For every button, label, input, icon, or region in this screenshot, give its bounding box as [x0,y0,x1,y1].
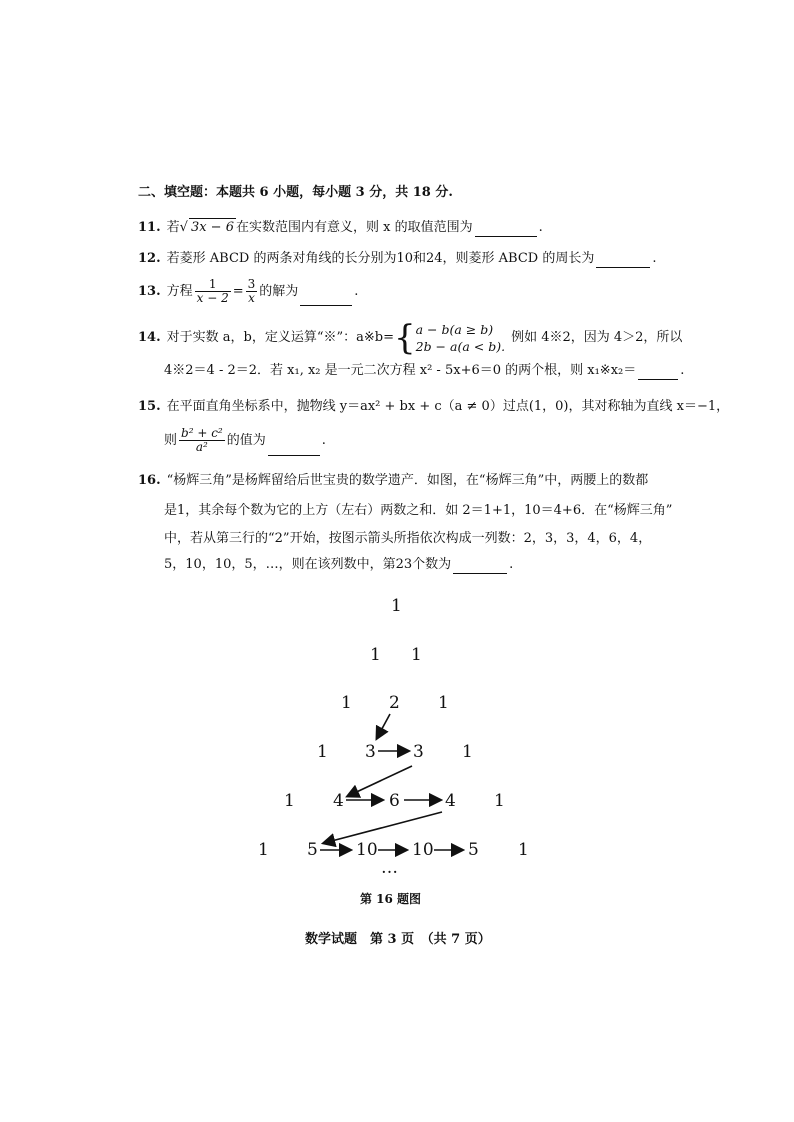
q13-fraction-2: $\frac{3}{x}$ [247,277,256,305]
q12-text: 若菱形 ABCD 的两条对角线的长分别为10和24，则菱形 ABCD 的周长为 [166,251,595,266]
q11-prefix: 若 [166,220,180,235]
triangle-number: 5 [468,840,479,860]
q13-end: . [354,284,359,299]
question-number: 11. [138,220,161,235]
triangle-number: 1 [411,645,422,665]
triangle-number: 1 [494,791,505,811]
triangle-number: 1 [391,596,402,616]
arrow-icon [377,714,390,738]
arrow-icon [348,766,412,796]
q11-end: . [538,220,543,235]
triangle-number: 1 [370,645,381,665]
triangle-number: 5 [307,840,318,860]
q15-end: . [321,433,326,448]
triangle-number: 3 [413,742,424,762]
q14-cases: a − b(a ≥ b) 2b − a(a < b). [415,321,506,354]
q11-text: 在实数范围内有意义，则 x 的取值范围为 [235,220,473,235]
q15-text: 在平面直角坐标系中，抛物线 y＝ax² + bx + c（a ≠ 0）过点(1，0)，其对称轴为直线 x＝−1， [166,399,730,414]
section-heading: 二、填空题：本题共 6 小题，每小题 3 分，共 18 分. [138,185,453,200]
triangle-number: 3 [365,742,376,762]
triangle-number: 1 [258,840,269,860]
triangle-number: 1 [341,693,352,713]
q15-text2: 的值为 [226,433,266,448]
q11-radicand: 3x − 6 [190,220,234,235]
triangle-number: 1 [518,840,529,860]
triangle-number: 1 [462,742,473,762]
q13-fraction-1: $\frac{1}{x - 2}$ [196,277,229,305]
triangle-number: 2 [389,693,400,713]
triangle-number: 6 [389,791,400,811]
q12-end: . [652,251,657,266]
q16-end: . [509,557,514,572]
q15-fraction: $\frac{\text{b² + c²}}{\text{a²}}$ [181,426,223,454]
page-footer: 数学试题 第 3 页 （共 7 页） [305,932,491,947]
sqrt-icon: √ [179,220,188,235]
triangle-number: 10 [356,840,378,860]
arrow-icon [324,812,442,843]
question-number: 13. [138,284,161,299]
q14-prefix: 对于实数 a，b，定义运算“※”：a※b= [166,330,394,345]
q13-text: 的解为 [259,284,299,299]
q14-end: . [680,363,685,378]
question-16-line3: 中，若从第三行的“2”开始，按图示箭头所指依次构成一列数：2，3，3，4，6，4， [164,531,652,546]
question-number: 16. [138,473,161,488]
left-brace-icon: { [393,317,416,358]
triangle-number: 1 [284,791,295,811]
question-number: 14. [138,330,161,345]
triangle-number: 10 [412,840,434,860]
question-16-line2: 是1，其余每个数为它的上方（左右）两数之和．如 2＝1+1，10＝4+6．在“杨辉三角” [164,503,673,518]
q15-prefix: 则 [164,433,178,448]
triangle-number: 1 [317,742,328,762]
q14-text: 4※2＝4 - 2＝2．若 x₁, x₂ 是一元二次方程 x² - 5x+6＝0 的两个根，则 x₁※x₂＝ [164,363,637,378]
figure-caption: 第 16 题图 [360,892,422,906]
triangle-ellipsis: … [381,858,398,878]
q16-text-4: 5，10，10，5，…，则在该列数中，第23个数为 [164,557,452,572]
q16-text-1: “杨辉三角”是杨辉留给后世宝贵的数学遗产．如图，在“杨辉三角”中，两腰上的数都 [166,473,649,488]
triangle-number: 4 [333,791,344,811]
triangle-number: 1 [438,693,449,713]
q13-prefix: 方程 [166,284,193,299]
triangle-number: 4 [445,791,456,811]
q13-equals: = [232,284,244,299]
question-number: 15. [138,399,161,414]
question-number: 12. [138,251,161,266]
q14-example: 例如 4※2，因为 4＞2，所以 [511,330,683,345]
